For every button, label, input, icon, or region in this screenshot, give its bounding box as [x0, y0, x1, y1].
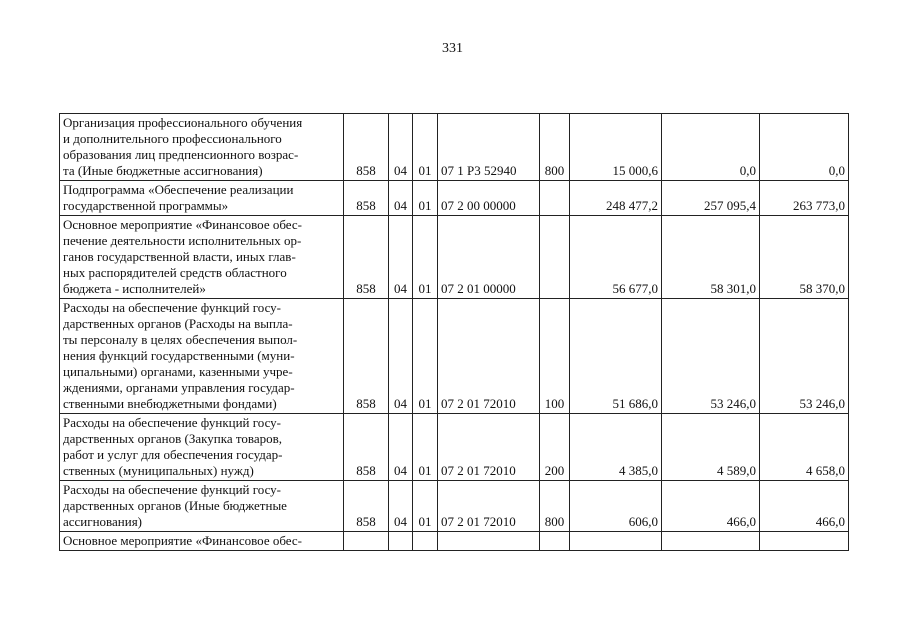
expense-type-cell: 800 [540, 481, 570, 532]
table-row [60, 532, 849, 551]
target-article-cell: 07 2 01 72010 [438, 481, 540, 532]
expense-type-cell [540, 532, 570, 551]
item-name-line: Расходы на обеспечение функций госу- [63, 300, 282, 315]
item-name-cell [60, 481, 344, 532]
ministry-code-cell: 858 [344, 481, 389, 532]
item-name-cell [60, 532, 344, 551]
amount-year2-cell: 257 095,4 [662, 181, 760, 216]
item-name-line: государственной программы» [63, 198, 229, 213]
target-article-cell: 07 2 01 72010 [438, 414, 540, 481]
table-row [60, 414, 849, 481]
amount-year2-cell: 58 301,0 [662, 216, 760, 299]
item-name-cell [60, 414, 344, 481]
item-name-line: ассигнования) [63, 514, 143, 529]
ministry-code-cell: 858 [344, 299, 389, 414]
amount-year2-cell [662, 532, 760, 551]
item-name-line: и дополнительного профессионального [63, 131, 282, 146]
subsection-code-cell: 01 [413, 181, 438, 216]
section-code-cell: 04 [389, 181, 413, 216]
page-number: 331 [442, 41, 463, 56]
item-name-line: ственными внебюджетными фондами) [63, 396, 277, 411]
item-name-line: ждениями, органами управления государ- [63, 380, 295, 395]
item-name-line: печение деятельности исполнительных ор- [63, 233, 302, 248]
table-row [60, 299, 849, 414]
item-name-line: нения функций государственными (муни- [63, 348, 295, 363]
item-name-line: ципальными) органами, казенными учре- [63, 364, 293, 379]
ministry-code-cell: 858 [344, 216, 389, 299]
expense-type-cell: 100 [540, 299, 570, 414]
target-article-cell: 07 2 01 00000 [438, 216, 540, 299]
amount-year1-cell: 606,0 [570, 481, 662, 532]
item-name-line: бюджета - исполнителей» [63, 281, 206, 296]
target-article-cell [438, 532, 540, 551]
item-name-line: ганов государственной власти, иных глав- [63, 249, 296, 264]
item-name-cell [60, 181, 344, 216]
item-name-line: Расходы на обеспечение функций госу- [63, 482, 282, 497]
section-code-cell: 04 [389, 481, 413, 532]
item-name-line: дарственных органов (Расходы на выпла- [63, 316, 293, 331]
expense-type-cell [540, 216, 570, 299]
amount-year3-cell: 466,0 [760, 481, 849, 532]
item-name-line: ных распорядителей средств областного [63, 265, 287, 280]
amount-year2-cell: 4 589,0 [662, 414, 760, 481]
amount-year3-cell [760, 532, 849, 551]
amount-year3-cell: 4 658,0 [760, 414, 849, 481]
item-name-line: ственных (муниципальных) нужд) [63, 463, 254, 478]
amount-year1-cell [570, 532, 662, 551]
subsection-code-cell: 01 [413, 414, 438, 481]
item-name-line: та (Иные бюджетные ассигнования) [63, 163, 263, 178]
amount-year3-cell: 263 773,0 [760, 181, 849, 216]
amount-year2-cell: 466,0 [662, 481, 760, 532]
item-name-line: Расходы на обеспечение функций госу- [63, 415, 282, 430]
target-article-cell: 07 2 01 72010 [438, 299, 540, 414]
expense-type-cell [540, 181, 570, 216]
section-code-cell: 04 [389, 216, 413, 299]
amount-year1-cell: 51 686,0 [570, 299, 662, 414]
section-code-cell [389, 532, 413, 551]
amount-year1-cell: 56 677,0 [570, 216, 662, 299]
amount-year1-cell: 248 477,2 [570, 181, 662, 216]
amount-year1-cell: 4 385,0 [570, 414, 662, 481]
table-row [60, 216, 849, 299]
amount-year2-cell: 53 246,0 [662, 299, 760, 414]
section-code-cell: 04 [389, 114, 413, 181]
ministry-code-cell: 858 [344, 181, 389, 216]
subsection-code-cell: 01 [413, 481, 438, 532]
item-name-line: Подпрограмма «Обеспечение реализации [63, 182, 294, 197]
subsection-code-cell: 01 [413, 299, 438, 414]
item-name-cell [60, 216, 344, 299]
expense-type-cell: 200 [540, 414, 570, 481]
ministry-code-cell: 858 [344, 414, 389, 481]
item-name-cell [60, 299, 344, 414]
budget-table [59, 113, 849, 551]
item-name-line: дарственных органов (Иные бюджетные [63, 498, 287, 513]
subsection-code-cell [413, 532, 438, 551]
item-name-line: Основное мероприятие «Финансовое обес- [63, 533, 302, 548]
item-name-line: образования лиц предпенсионного возрас- [63, 147, 299, 162]
expense-type-cell: 800 [540, 114, 570, 181]
amount-year3-cell: 58 370,0 [760, 216, 849, 299]
item-name-line: ты персоналу в целях обеспечения выпол- [63, 332, 298, 347]
item-name-cell [60, 114, 344, 181]
subsection-code-cell: 01 [413, 216, 438, 299]
table-row [60, 481, 849, 532]
section-code-cell: 04 [389, 414, 413, 481]
table-body [60, 114, 849, 551]
item-name-line: Основное мероприятие «Финансовое обес- [63, 217, 302, 232]
target-article-cell: 07 2 00 00000 [438, 181, 540, 216]
item-name-line: дарственных органов (Закупка товаров, [63, 431, 282, 446]
amount-year3-cell: 0,0 [760, 114, 849, 181]
ministry-code-cell: 858 [344, 114, 389, 181]
amount-year2-cell: 0,0 [662, 114, 760, 181]
section-code-cell: 04 [389, 299, 413, 414]
item-name-line: работ и услуг для обеспечения государ- [63, 447, 283, 462]
table-row [60, 114, 849, 181]
table-row [60, 181, 849, 216]
target-article-cell: 07 1 P3 52940 [438, 114, 540, 181]
ministry-code-cell [344, 532, 389, 551]
subsection-code-cell: 01 [413, 114, 438, 181]
item-name-line: Организация профессионального обучения [63, 115, 303, 130]
amount-year1-cell: 15 000,6 [570, 114, 662, 181]
amount-year3-cell: 53 246,0 [760, 299, 849, 414]
